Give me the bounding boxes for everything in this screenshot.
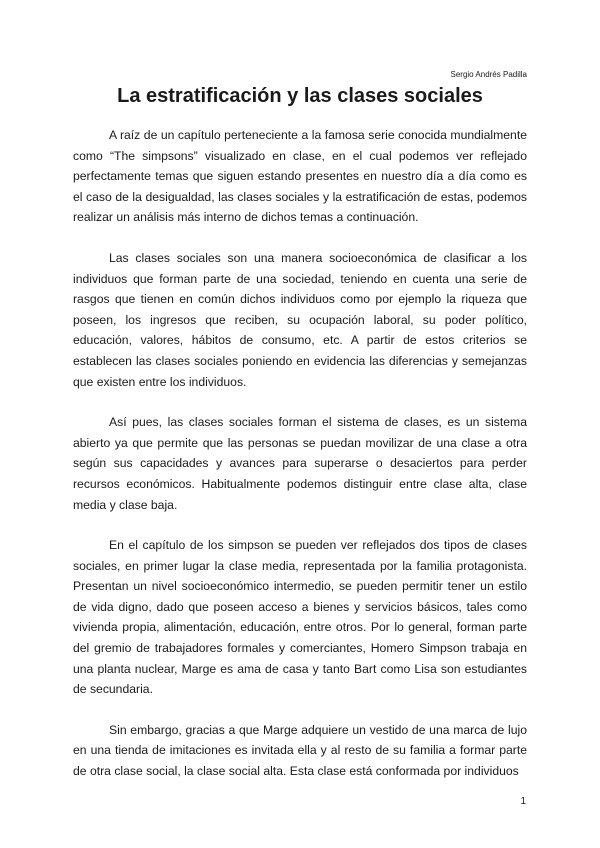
page-number: 1	[520, 796, 526, 807]
paragraph-4: En el capítulo de los simpson se pueden ver reflejados dos tipos de clases sociales, en primer lugar la clase media, representada por la familia protagonista. Presentan un nivel socioeconómico intermedio, se pueden permitir tener un estilo de vida digno, dado que poseen acceso a bienes y servicios básicos, tales como vivienda propia, alimentación, educación, entre otros. Por lo general, forman parte del gremio de trabajadores formales y comerciantes, Homero Simpson trabaja en una planta nuclear, Marge es ama de casa y tanto Bart como Lisa son estudiantes de secundaria.	[73, 538, 527, 697]
paragraph-3: Así pues, las clases sociales forman el sistema de clases, es un sistema abierto ya que permite que las personas se puedan movilizar de una clase a otra según sus capacidades y avances para superarse o desaciertos para perder recursos económicos. Habitualmente podemos distinguir entre clase alta, clase media y clase baja.	[73, 415, 527, 512]
paragraph-1: A raíz de un capítulo perteneciente a la famosa serie conocida mundialmente como “The simpsons” visualizado en clase, en el cual podemos ver reflejado perfectamente temas que siguen estando presentes en nuestro día a día como es el caso de la desigualdad, las clases sociales y la estratificación de estas, podemos realizar un análisis más interno de dichos temas a continuación.	[73, 128, 527, 225]
paragraph-5: Sin embargo, gracias a que Marge adquiere un vestido de una marca de lujo en una tienda de imitaciones es invitada ella y al resto de su familia a formar parte de otra clase social, la clase social alta. Esta clase está conformada por individuos	[73, 722, 527, 779]
paragraph-2: Las clases sociales son una manera socioeconómica de clasificar a los individuos que forman parte de una sociedad, teniendo en cuenta una serie de rasgos que tienen en común dichos individuos como por ejemplo la riqueza que poseen, los ingresos que reciben, su ocupación laboral, su poder político, educación, valores, hábitos de consumo, etc. A partir de estos criterios se establecen las clases sociales poniendo en evidencia las diferencias y semejanzas que existen entre los individuos.	[73, 250, 527, 389]
document-title: La estratificación y las clases sociales	[117, 85, 483, 107]
author-name: Sergio Andrés Padilla	[450, 70, 527, 79]
